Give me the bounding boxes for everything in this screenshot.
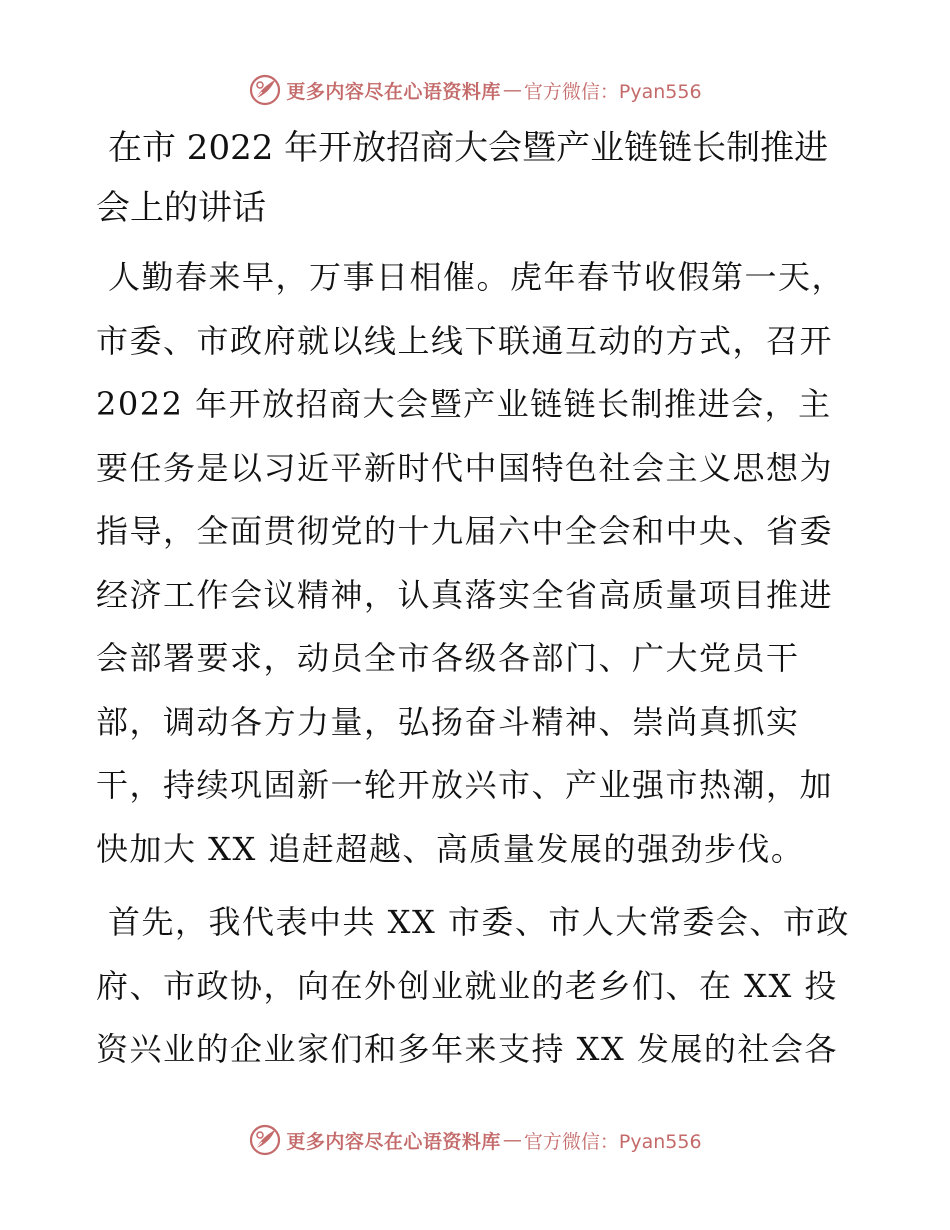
footer-watermark <box>0 1120 950 1160</box>
watermark-contact: 官方微信：Pyan556 <box>523 1130 702 1153</box>
watermark-separator: — <box>502 1129 522 1151</box>
watermark-brand: 更多内容尽在心语资料库 <box>286 1130 501 1153</box>
document-title: 在市 2022 年开放招商大会暨产业链链长制推进会上的讲话 <box>96 128 829 228</box>
document-body <box>96 118 856 1092</box>
watermark-separator: — <box>502 79 522 101</box>
quill-logo-icon <box>248 1123 282 1157</box>
header-watermark <box>0 70 950 110</box>
watermark-brand: 更多内容尽在心语资料库 <box>286 80 501 103</box>
paragraph-opening: 人勤春来早，万事日相催。虎年春节收假第一天，市委、市政府就以线上线下联通互动的方式，召开 2022 年开放招商大会暨产业链链长制推进会，主要任务是以习近平新时代中国特色社会主义思想为指导，全面贯彻党的十九届六中全会和中央、省委经济工作会议精神，认真落实全省高质量项目推进会部署要求，动员全市各级各部门、广大党员干部，调动各方力量，弘扬奋斗精神、崇尚真抓实干，持续巩固新一轮开放兴市、产业强市热潮，加快加大 XX 追赶超越、高质量发展的强劲步伐。 <box>96 258 846 868</box>
paragraph-greetings: 首先，我代表中共 XX 市委、市人大常委会、市政府、市政协，向在外创业就业的老乡们、在 XX 投资兴业的企业家们和多年来支持 XX 发展的社会各 <box>96 903 850 1068</box>
watermark-contact: 官方微信：Pyan556 <box>523 80 702 103</box>
quill-logo-icon <box>248 73 282 107</box>
